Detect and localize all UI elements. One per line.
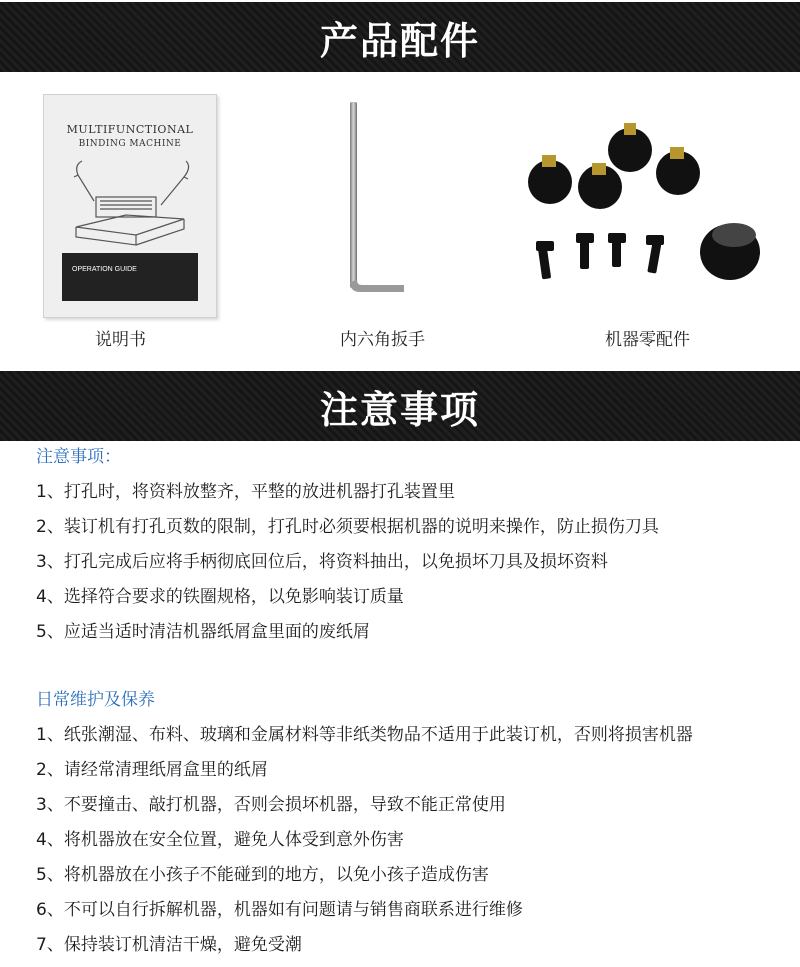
notice-item: 1、打孔时，将资料放整齐，平整的放进机器打孔装置里	[36, 482, 455, 502]
product-manual	[0, 72, 260, 371]
banner-accessories-title: 产品配件	[319, 18, 480, 63]
maintenance-item: 7、保持装订机清洁干燥，避免受潮	[36, 935, 302, 955]
maintenance-item: 3、不要撞击、敲打机器，否则会损坏机器，导致不能正常使用	[36, 795, 506, 815]
product-hex-key	[260, 72, 530, 371]
manual-image	[43, 94, 217, 318]
machine-parts-image	[520, 117, 770, 287]
notice-item: 4、选择符合要求的铁圈规格，以免影响装订质量	[36, 587, 404, 607]
maintenance-item: 2、请经常清理纸屑盒里的纸屑	[36, 760, 268, 780]
maintenance-title: 日常维护及保养	[36, 690, 155, 710]
maintenance-item: 1、纸张潮湿、布料、玻璃和金属材料等非纸类物品不适用于此装订机，否则将损害机器	[36, 725, 693, 745]
product-label-hex-key: 内六角扳手	[340, 330, 425, 350]
notice-item: 5、应适当适时清洁机器纸屑盒里面的废纸屑	[36, 622, 370, 642]
banner-notices-title: 注意事项	[319, 387, 480, 432]
banner-accessories	[0, 2, 800, 72]
product-machine-parts	[520, 72, 800, 371]
product-label-manual: 说明书	[95, 330, 146, 350]
notice-item: 3、打孔完成后应将手柄彻底回位后，将资料抽出，以免损坏刀具及损坏资料	[36, 552, 608, 572]
maintenance-item: 6、不可以自行拆解机器，机器如有问题请与销售商联系进行维修	[36, 900, 523, 920]
notices-title: 注意事项：	[36, 447, 121, 467]
hex-key-image	[340, 96, 420, 296]
product-label-machine-parts: 机器零配件	[605, 330, 690, 350]
maintenance-item: 4、将机器放在安全位置，避免人体受到意外伤害	[36, 830, 404, 850]
banner-notices	[0, 371, 800, 441]
product-accessories-section	[0, 72, 800, 371]
notice-item: 2、装订机有打孔页数的限制，打孔时必须要根据机器的说明来操作，防止损伤刀具	[36, 517, 659, 537]
manual-cover-title: MULTIFUNCTIONAL	[66, 123, 194, 136]
maintenance-item: 5、将机器放在小孩子不能碰到的地方，以免小孩子造成伤害	[36, 865, 489, 885]
machine-illustration	[66, 157, 196, 249]
manual-cover-band	[62, 253, 198, 301]
manual-cover-subtitle: BINDING MACHINE	[78, 139, 182, 149]
manual-cover-footer: OPERATION GUIDE	[72, 266, 137, 273]
